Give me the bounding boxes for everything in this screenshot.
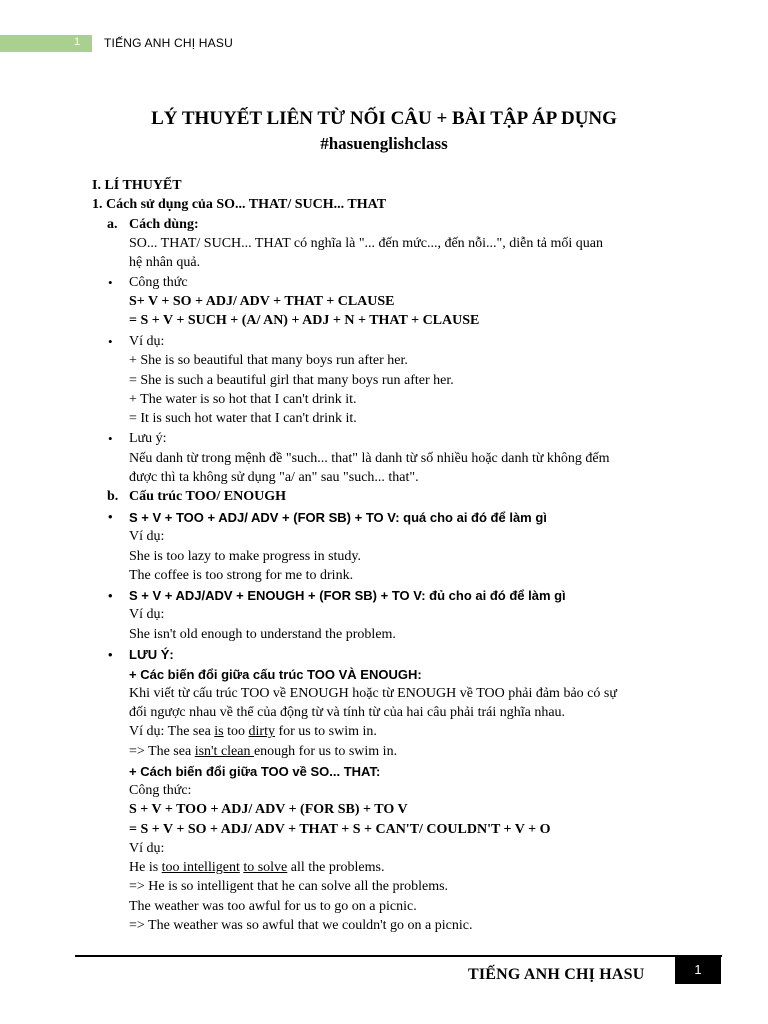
- section-heading: I. LÍ THUYẾT: [92, 178, 182, 193]
- conversion-2-formula-2: = S + V + SO + ADJ/ ADV + THAT + S + CAN'T/ COULDN'T + V + O: [129, 822, 551, 837]
- part-a-title: Cách dùng:: [129, 217, 199, 232]
- conversion-2-example-label: Ví dụ:: [129, 841, 165, 856]
- too-example-line: The coffee is too strong for me to drink.: [129, 568, 354, 583]
- enough-example-label: Ví dụ:: [129, 607, 165, 622]
- document-title: LÝ THUYẾT LIÊN TỪ NỐI CÂU + BÀI TẬP ÁP DỤNG: [151, 108, 617, 129]
- example-line: = It is such hot water that I can't drink it.: [129, 411, 357, 426]
- meaning-line-1: SO... THAT/ SUCH... THAT có nghĩa là "... đến mức..., đến nỗi...", diễn tả mối quan: [129, 236, 603, 251]
- conversion-1-result: => The sea isn't clean enough for us to swim in.: [129, 744, 398, 759]
- too-formula: S + V + TOO + ADJ/ ADV + (FOR SB) + TO V: quá cho ai đó để làm gì: [129, 510, 547, 525]
- conversion-1-example: Ví dụ: The sea is too dirty for us to swim in.: [129, 724, 377, 739]
- conversion-2-example: The weather was too awful for us to go on a picnic.: [129, 899, 417, 914]
- conversion-2-formula-1: S + V + TOO + ADJ/ ADV + (FOR SB) + TO V: [129, 802, 408, 817]
- conversion-1-line-2: đối ngược nhau về thể của động từ và tính từ của hai câu phải trái nghĩa nhau.: [129, 705, 566, 720]
- example-line: = She is such a beautiful girl that many boys run after her.: [129, 373, 454, 388]
- luu-y-label: LƯU Ý:: [129, 647, 174, 662]
- bullet-icon: •: [108, 334, 113, 349]
- part-b-title: Cấu trúc TOO/ ENOUGH: [129, 489, 287, 504]
- too-example-line: She is too lazy to make progress in study.: [129, 549, 362, 564]
- enough-example-line: She isn't old enough to understand the problem.: [129, 627, 396, 642]
- note-line-1: Nếu danh từ trong mệnh đề "such... that" là danh từ số nhiều hoặc danh từ không đếm: [129, 451, 610, 466]
- bullet-icon: •: [108, 509, 113, 524]
- bullet-icon: •: [108, 275, 113, 290]
- example-label: Ví dụ:: [129, 334, 165, 349]
- part-b-label: b.: [107, 489, 119, 504]
- footer-title: TIẾNG ANH CHỊ HASU: [468, 966, 645, 983]
- conversion-1-line-1: Khi viết từ cấu trúc TOO về ENOUGH hoặc từ ENOUGH về TOO phải đảm bảo có sự: [129, 686, 617, 701]
- footer-page-number: 1: [675, 955, 721, 984]
- formula-1: S+ V + SO + ADJ/ ADV + THAT + CLAUSE: [129, 294, 395, 309]
- conversion-2-formula-label: Công thức:: [129, 783, 192, 798]
- conversion-2-title: + Cách biến đổi giữa TOO về SO... THAT:: [129, 764, 381, 779]
- document-subtitle: #hasuenglishclass: [320, 134, 448, 153]
- example-line: + The water is so hot that I can't drink it.: [129, 392, 357, 407]
- note-label: Lưu ý:: [129, 431, 167, 446]
- footer-rule: [75, 955, 722, 957]
- conversion-2-example: => The weather was so awful that we couldn't go on a picnic.: [129, 918, 473, 933]
- bullet-icon: •: [108, 588, 113, 603]
- conversion-1-title: + Các biến đổi giữa cấu trúc TOO VÀ ENOUGH:: [129, 667, 422, 682]
- sub-heading: 1. Cách sử dụng của SO... THAT/ SUCH... THAT: [92, 197, 387, 212]
- enough-formula: S + V + ADJ/ADV + ENOUGH + (FOR SB) + TO V: đủ cho ai đó để làm gì: [129, 588, 566, 603]
- example-line: + She is so beautiful that many boys run after her.: [129, 353, 408, 368]
- bullet-icon: •: [108, 431, 113, 446]
- conversion-2-example: He is too intelligent to solve all the problems.: [129, 860, 385, 875]
- formula-2: = S + V + SUCH + (A/ AN) + ADJ + N + THAT + CLAUSE: [129, 313, 480, 328]
- note-line-2: được thì ta không sử dụng "a/ an" sau "such... that".: [129, 470, 419, 485]
- header-title: TIẾNG ANH CHỊ HASU: [104, 36, 233, 50]
- bullet-icon: •: [108, 647, 113, 662]
- meaning-line-2: hệ nhân quả.: [129, 255, 201, 270]
- formula-label: Công thức: [129, 275, 188, 290]
- conversion-2-example: => He is so intelligent that he can solve all the problems.: [129, 879, 449, 894]
- part-a-label: a.: [107, 217, 118, 232]
- header-page-number: 1: [74, 36, 81, 48]
- too-example-label: Ví dụ:: [129, 529, 165, 544]
